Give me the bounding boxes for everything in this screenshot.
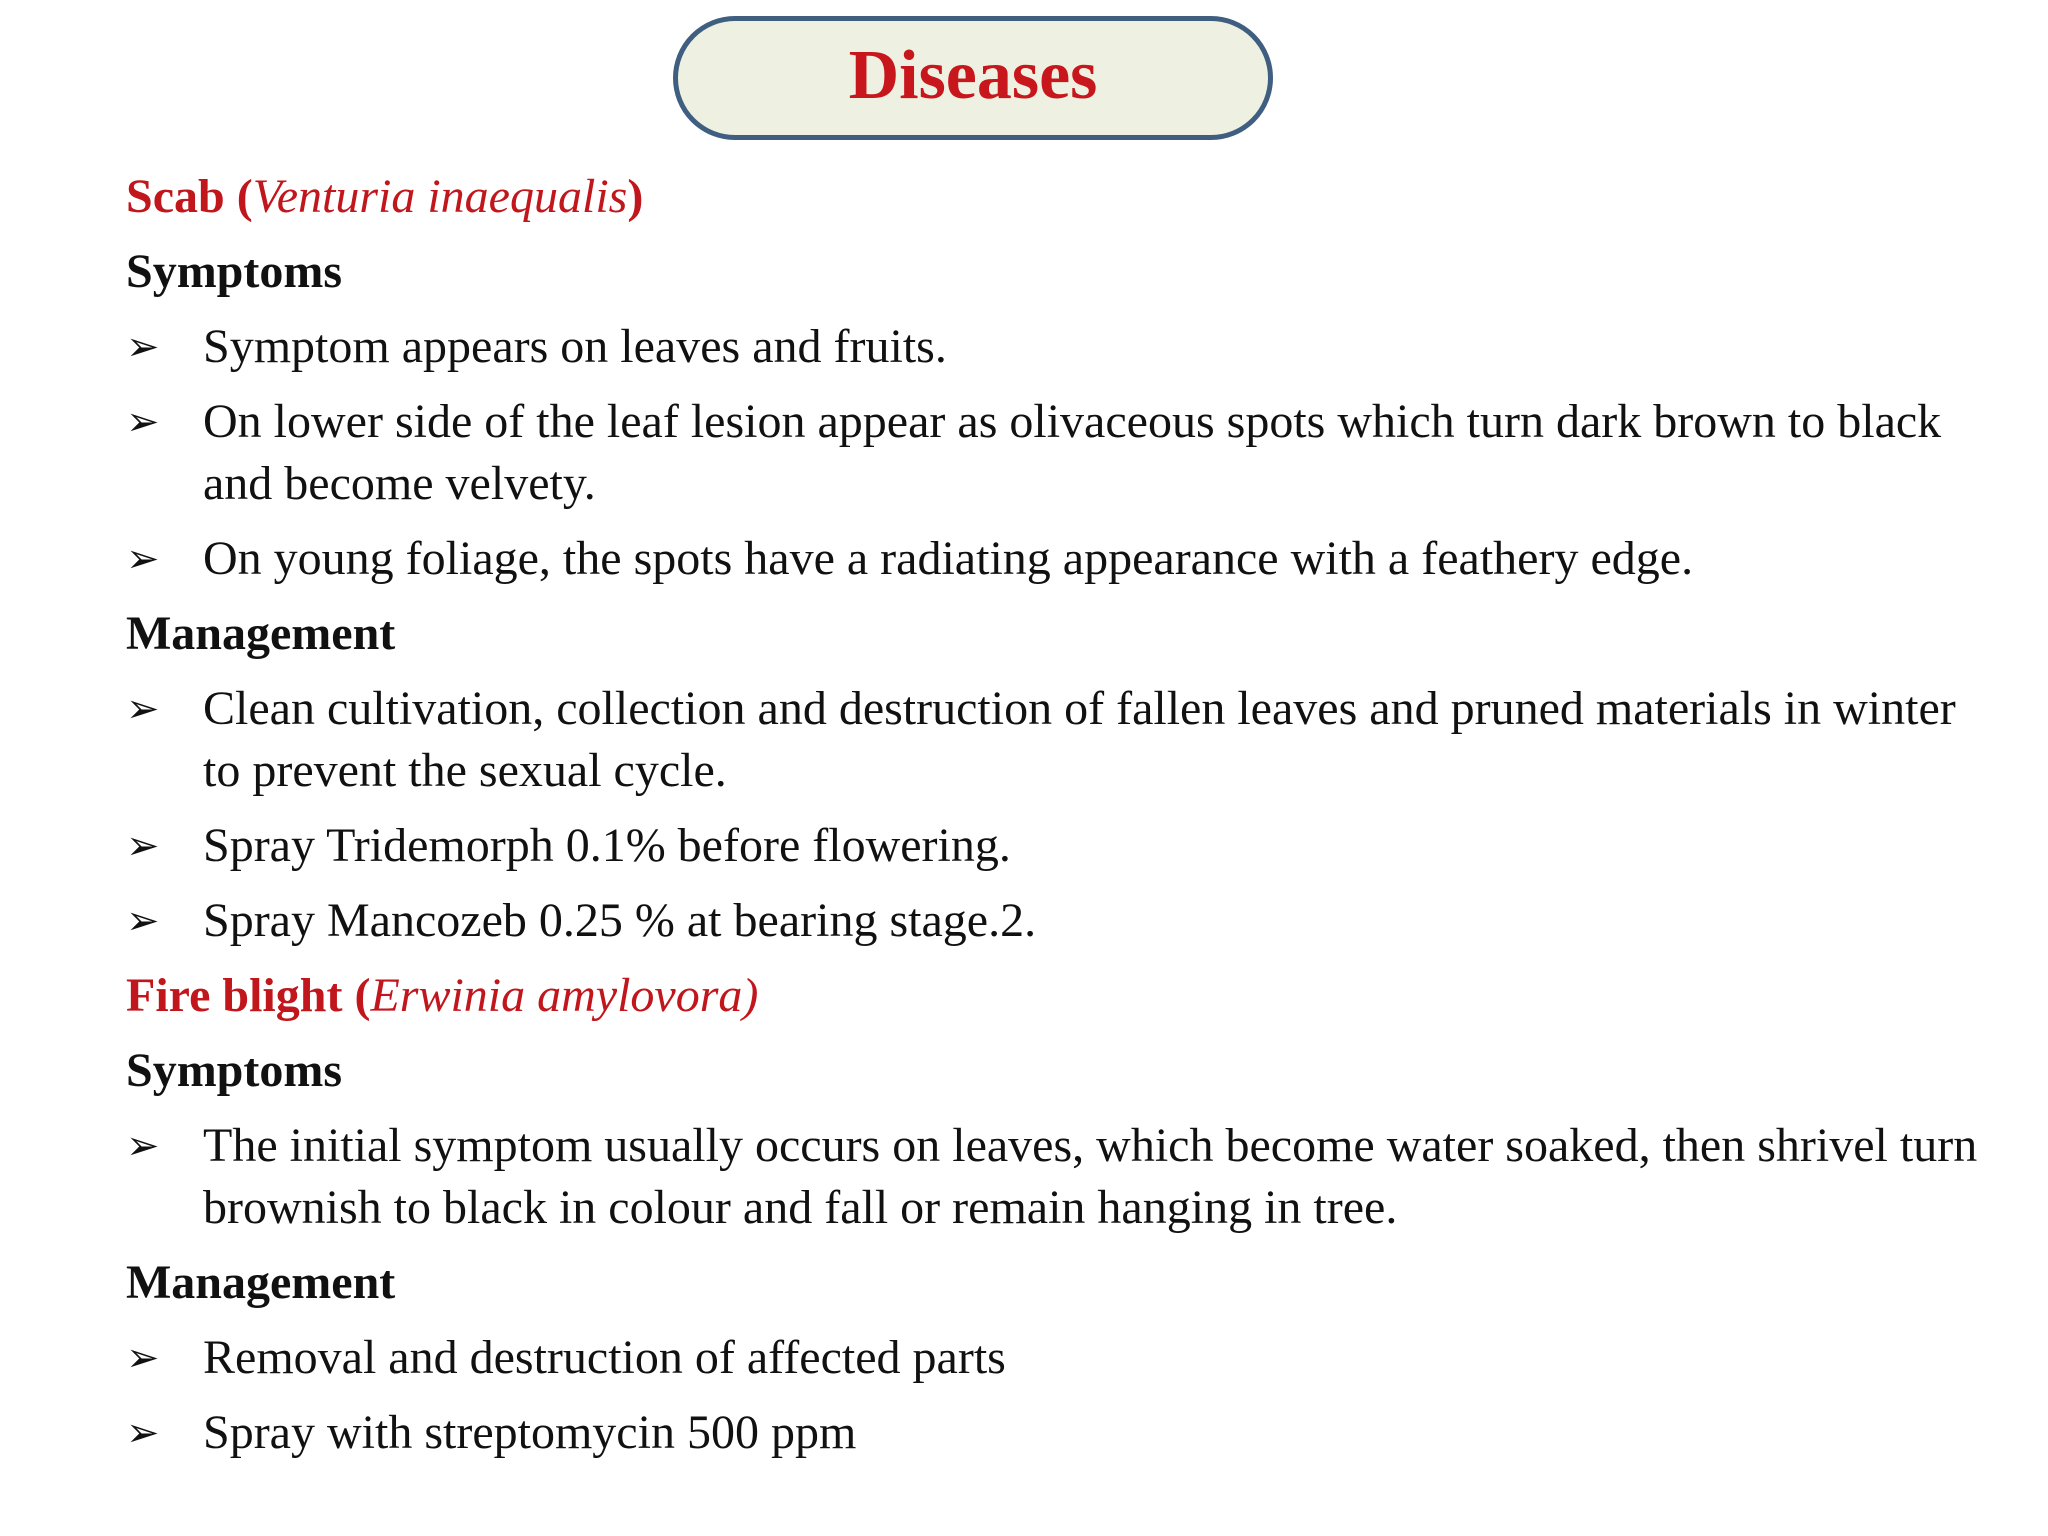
scientific-name: Erwinia amylovora) [370, 969, 759, 1022]
list-item-text: Removal and destruction of affected parts [203, 1331, 1006, 1384]
list-item [126, 1327, 1986, 1389]
arrowhead-bullet-icon: ➢ [126, 324, 160, 370]
list-item-text: Spray Mancozeb 0.25 % at bearing stage.2. [203, 894, 1037, 947]
symptoms-heading: Symptoms [126, 1044, 343, 1097]
arrowhead-bullet-icon: ➢ [126, 686, 160, 732]
paren-open: ( [236, 170, 253, 223]
paren-open: ( [354, 969, 371, 1022]
list-item-text: On young foliage, the spots have a radiating appearance with a feathery edge. [203, 532, 1694, 585]
paren-close: ) [627, 170, 644, 223]
list-item [126, 1402, 1986, 1464]
arrowhead-bullet-icon: ➢ [126, 1410, 160, 1456]
list-item-text: The initial symptom usually occurs on leaves, which become water soaked, then shrivel turn brownish to black in colour and fall or remain hanging in tree. [203, 1119, 1978, 1234]
list-item-text: Symptom appears on leaves and fruits. [203, 320, 947, 373]
management-heading: Management [126, 607, 396, 660]
symptoms-heading: Symptoms [126, 245, 343, 298]
list-item [126, 890, 1986, 952]
list-item-text: On lower side of the leaf lesion appear as olivaceous spots which turn dark brown to black and become velvety. [203, 395, 1942, 510]
management-heading: Management [126, 1256, 396, 1309]
arrowhead-bullet-icon: ➢ [126, 536, 160, 582]
list-item-text: Spray Tridemorph 0.1% before flowering. [203, 819, 1011, 872]
list-item-text: Clean cultivation, collection and destruction of fallen leaves and pruned materials in winter to prevent the sexual cycle. [203, 682, 1956, 797]
list-item [126, 528, 1986, 590]
arrowhead-bullet-icon: ➢ [126, 1335, 160, 1381]
page-title: Diseases [848, 37, 1098, 114]
arrowhead-bullet-icon: ➢ [126, 823, 160, 869]
list-item-text: Spray with streptomycin 500 ppm [203, 1406, 857, 1459]
list-item [126, 815, 1986, 877]
list-item [126, 391, 1986, 515]
arrowhead-bullet-icon: ➢ [126, 1123, 160, 1169]
disease-title-fire-blight [126, 965, 1986, 1040]
scientific-name: Venturia inaequalis [252, 170, 628, 223]
title-box [673, 16, 1273, 140]
arrowhead-bullet-icon: ➢ [126, 399, 160, 445]
list-item [126, 1115, 1986, 1239]
list-item [126, 316, 1986, 378]
disease-title-scab [126, 166, 1986, 241]
disease-name: Fire blight [126, 969, 343, 1022]
list-item [126, 678, 1986, 802]
content [126, 166, 1986, 1477]
disease-name: Scab [126, 170, 225, 223]
arrowhead-bullet-icon: ➢ [126, 898, 160, 944]
